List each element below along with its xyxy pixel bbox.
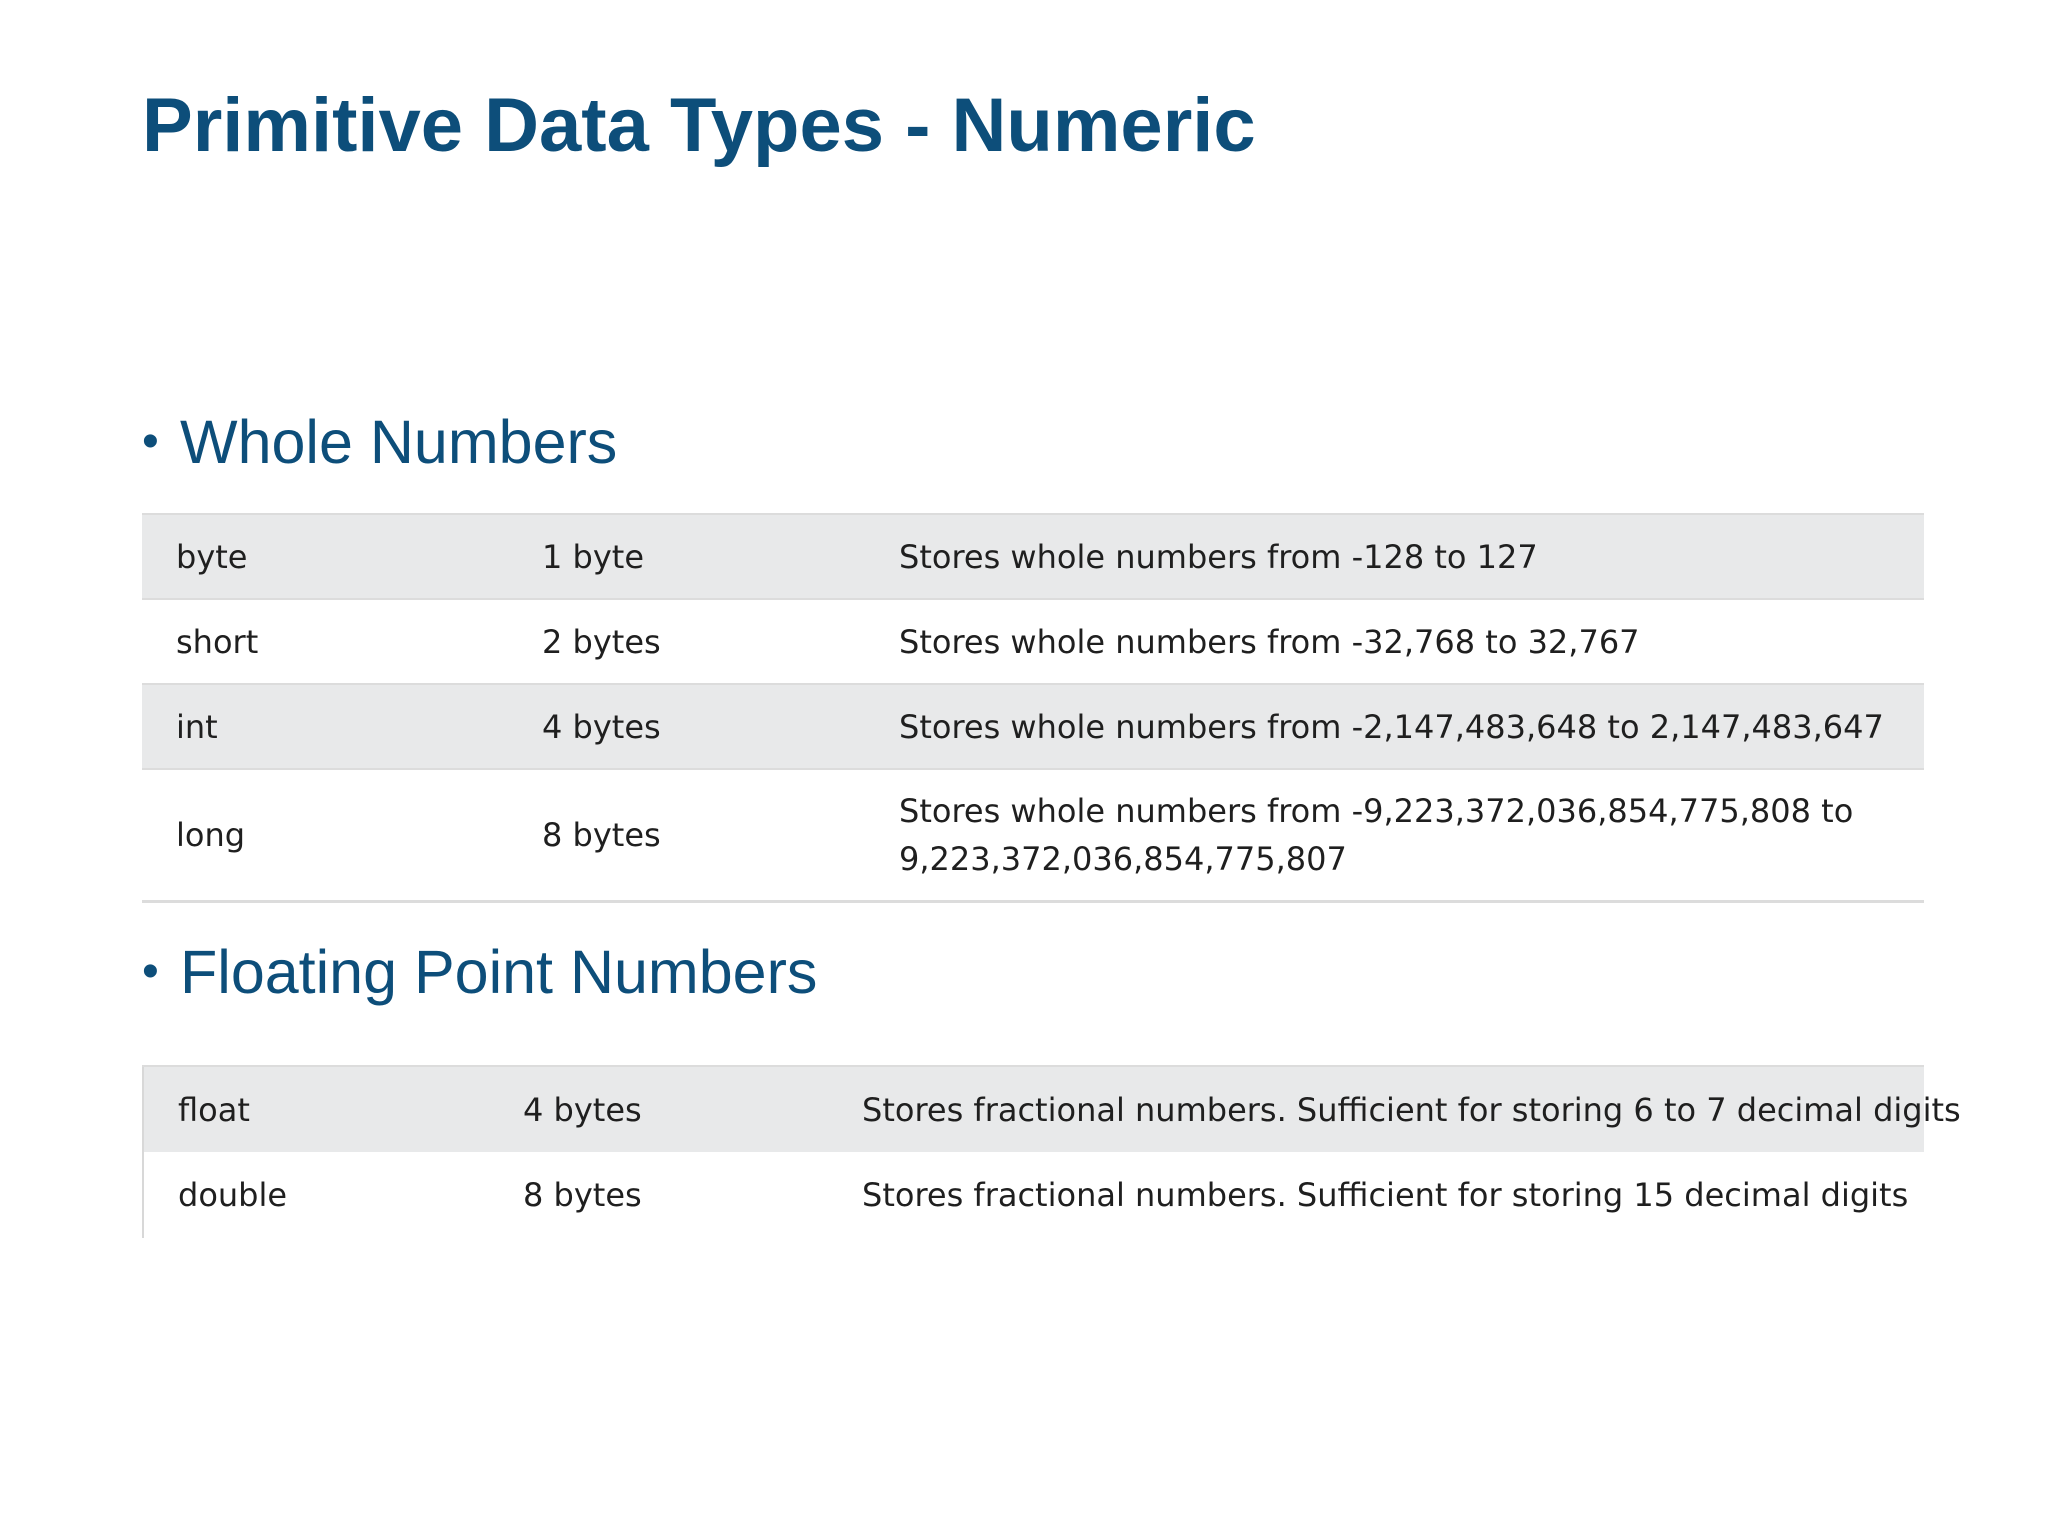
description-cell: Stores whole numbers from -2,147,483,648 to 2,147,483,647 bbox=[899, 707, 1884, 746]
bullet-icon: • bbox=[142, 945, 159, 998]
floating-point-table bbox=[142, 1065, 1961, 1238]
bullet-icon: • bbox=[142, 415, 159, 468]
table-row-short bbox=[142, 599, 1924, 684]
section-heading-label: Floating Point Numbers bbox=[180, 938, 818, 1006]
description-cell: Stores fractional numbers. Sufficient for storing 15 decimal digits bbox=[862, 1176, 1909, 1214]
table-row-int bbox=[142, 684, 1924, 769]
size-cell: 8 bytes bbox=[542, 815, 661, 854]
size-cell: 1 byte bbox=[542, 537, 645, 576]
type-cell: long bbox=[176, 815, 246, 854]
type-cell: float bbox=[178, 1090, 250, 1129]
table-row-double bbox=[143, 1152, 1924, 1238]
whole-numbers-table bbox=[142, 513, 1924, 903]
description-cell: Stores whole numbers from -32,768 to 32,767 bbox=[899, 622, 1640, 661]
section-heading-whole-numbers bbox=[142, 404, 617, 480]
type-cell: short bbox=[176, 622, 259, 661]
section-heading-floating-point bbox=[142, 934, 817, 1010]
description-cell: Stores whole numbers from -128 to 127 bbox=[899, 537, 1538, 576]
table-row-byte bbox=[142, 514, 1924, 599]
description-cell: Stores whole numbers from -9,223,372,036,854,775,808 to 9,223,372,036,854,775,807 bbox=[899, 791, 1854, 878]
size-cell: 8 bytes bbox=[523, 1176, 642, 1214]
table-row-long bbox=[142, 769, 1924, 901]
table-row-float bbox=[143, 1066, 1924, 1152]
type-cell: double bbox=[178, 1176, 288, 1214]
type-cell: int bbox=[176, 707, 218, 746]
slide-title: Primitive Data Types - Numeric bbox=[142, 83, 1256, 168]
size-cell: 2 bytes bbox=[542, 622, 661, 661]
type-cell: byte bbox=[176, 537, 248, 576]
description-cell: Stores fractional numbers. Sufficient for storing 6 to 7 decimal digits bbox=[862, 1090, 1961, 1129]
size-cell: 4 bytes bbox=[542, 707, 661, 746]
size-cell: 4 bytes bbox=[523, 1090, 642, 1129]
section-heading-label: Whole Numbers bbox=[180, 408, 618, 476]
